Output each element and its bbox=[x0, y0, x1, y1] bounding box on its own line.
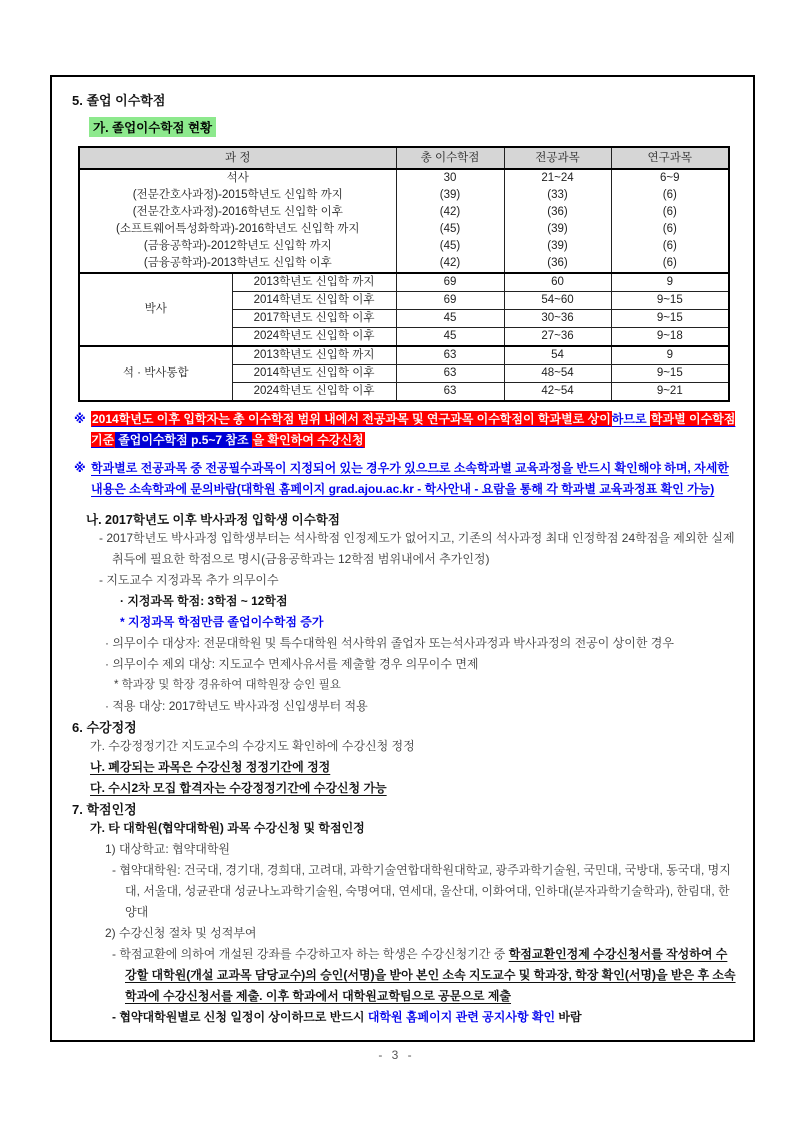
table-row bbox=[79, 221, 729, 238]
col-header-research-courses: 연구과목 bbox=[611, 147, 729, 169]
cell-total: (42) bbox=[396, 204, 504, 221]
cell-total: 63 bbox=[396, 365, 504, 383]
cell-major: 30~36 bbox=[504, 310, 611, 328]
body-line: * 지정과목 학점만큼 졸업이수학점 증가 bbox=[120, 615, 324, 629]
graduation-credits-table bbox=[78, 146, 730, 402]
cell-total: (45) bbox=[396, 238, 504, 255]
cell-course: (금융공학과)-2012학년도 신입학 까지 bbox=[79, 238, 396, 255]
cell-major: (39) bbox=[504, 221, 611, 238]
reference-mark-icon: ※ bbox=[74, 412, 86, 426]
cell-research: 9~15 bbox=[611, 292, 729, 310]
cell-course: 2014학년도 신입학 이후 bbox=[232, 365, 396, 383]
cell-course: 2024학년도 신입학 이후 bbox=[232, 328, 396, 347]
plain-bold-text: - 협약대학원별로 신청 일정이 상이하므로 반드시 bbox=[112, 1010, 368, 1024]
cell-major: 54 bbox=[504, 346, 611, 365]
cell-research: (6) bbox=[611, 187, 729, 204]
cell-course: 2017학년도 신입학 이후 bbox=[232, 310, 396, 328]
cell-total: 30 bbox=[396, 169, 504, 187]
body-line: · 의무이수 대상자: 전문대학원 및 특수대학원 석사학위 졸업자 또는석사과정과 박사과정의 전공이 상이한 경우 bbox=[105, 636, 674, 650]
table-row bbox=[79, 238, 729, 255]
cell-research: (6) bbox=[611, 221, 729, 238]
cell-total: 63 bbox=[396, 346, 504, 365]
cell-total: 69 bbox=[396, 292, 504, 310]
blue-box-reference: 졸업이수학점 p.5~7 참조 bbox=[115, 432, 251, 448]
body-line: 1) 대상학교: 협약대학원 bbox=[105, 842, 231, 856]
table-row bbox=[79, 204, 729, 221]
section7-title: 7. 학점인정 bbox=[72, 802, 137, 817]
col-header-major-courses: 전공과목 bbox=[504, 147, 611, 169]
body-line: - 2017학년도 박사과정 입학생부터는 석사학점 인정제도가 없어지고, 기존의 석사과정 최대 인정학점 24학점을 제외한 실제 취득에 필요한 학점으로 명시(금융공학과는 12학점 범위내에서 추가인정) bbox=[99, 531, 735, 566]
col-header-total-credits: 총 이수학점 bbox=[396, 147, 504, 169]
plain-bold-text: 바람 bbox=[555, 1010, 582, 1024]
cell-course: 2014학년도 신입학 이후 bbox=[232, 292, 396, 310]
plain-blue-text: 하므로 bbox=[611, 412, 650, 426]
cell-research: (6) bbox=[611, 204, 729, 221]
cell-major: 21~24 bbox=[504, 169, 611, 187]
cell-research: 9~21 bbox=[611, 383, 729, 402]
partner-universities-list: - 협약대학원: 건국대, 경기대, 경희대, 고려대, 과학기술연합대학원대학교, 광주과학기술원, 국민대, 국방대, 동국대, 명지대, 서울대, 성균관대 성균나노과학기술원, 숙명여대, 연세대, 울산대, 이화여대, 인하대(분자과학기술학과), 한림대, 한양대 bbox=[112, 863, 731, 919]
page-border-frame bbox=[50, 75, 755, 1042]
note-required-courses bbox=[74, 458, 737, 500]
cell-research: 9~15 bbox=[611, 310, 729, 328]
table-header-row bbox=[79, 147, 729, 169]
cell-research: 9~18 bbox=[611, 328, 729, 347]
table-row bbox=[79, 187, 729, 204]
section5a-heading: 가. 졸업이수학점 현황 bbox=[89, 117, 216, 137]
cell-major: (33) bbox=[504, 187, 611, 204]
cell-course: 석사 bbox=[79, 169, 396, 187]
section6-item-b: 나. 폐강되는 과목은 수강신청 정정기간에 정정 bbox=[90, 760, 331, 774]
body-line: 2) 수강신청 절차 및 성적부여 bbox=[105, 926, 257, 940]
cell-major: 48~54 bbox=[504, 365, 611, 383]
cell-course: (소프트웨어특성화학과)-2016학년도 신입학 까지 bbox=[79, 221, 396, 238]
cell-research: 9~15 bbox=[611, 365, 729, 383]
schedule-notice-line bbox=[112, 1007, 737, 1028]
cell-research: (6) bbox=[611, 238, 729, 255]
body-line: · 지정과목 학점: 3학점 ~ 12학점 bbox=[120, 594, 288, 608]
body-line: · 적용 대상: 2017학년도 박사과정 신입생부터 적용 bbox=[105, 699, 368, 713]
body-line: · 의무이수 제외 대상: 지도교수 면제사유서를 제출할 경우 의무이수 면제 bbox=[105, 657, 479, 671]
plain-text: - 학점교환에 의하여 개설된 강좌를 수강하고자 하는 학생은 수강신청기간 중 bbox=[112, 947, 509, 961]
section5-title: 5. 졸업 이수학점 bbox=[72, 93, 166, 108]
cell-major: 54~60 bbox=[504, 292, 611, 310]
section7a-heading: 가. 타 대학원(협약대학원) 과목 수강신청 및 학점인정 bbox=[90, 821, 365, 835]
table-row bbox=[79, 169, 729, 187]
red-highlight-text: 을 확인하여 수강신청 bbox=[252, 433, 364, 447]
section6-item-c: 다. 수시2차 모집 합격자는 수강정정기간에 수강신청 가능 bbox=[90, 781, 387, 795]
table-row bbox=[79, 273, 729, 292]
bold-underline-text: 학점교환인정제 수강신청서를 작성하여 수강할 대학원(개설 교과목 담당교수)의 승인(서명)을 받아 본인 소속 지도교수 및 학과장, 학장 확인(서명)을 받은 후 소속 학과에 수강신청서를 제출. 이후 학과에서 대학원교학팀으로 공문으로 제출 bbox=[125, 947, 736, 1003]
cell-research: (6) bbox=[611, 255, 729, 273]
cell-major: (36) bbox=[504, 255, 611, 273]
cell-course: 2013학년도 신입학 까지 bbox=[232, 346, 396, 365]
cell-major: (36) bbox=[504, 204, 611, 221]
cell-total: 45 bbox=[396, 328, 504, 347]
red-highlight-text: 학과별 이수학점기준 bbox=[91, 412, 736, 447]
page-number: - 3 - bbox=[378, 1048, 415, 1062]
cell-total: (39) bbox=[396, 187, 504, 204]
cell-major: 60 bbox=[504, 273, 611, 292]
body-line: * 학과장 및 학장 경유하여 대학원장 승인 필요 bbox=[114, 679, 341, 691]
group-label-combined: 석 · 박사통합 bbox=[79, 346, 232, 401]
col-header-course: 과 정 bbox=[79, 147, 396, 169]
section5b-heading: 나. 2017학년도 이후 박사과정 입학생 이수학점 bbox=[86, 513, 340, 527]
reference-mark-icon: ※ bbox=[74, 461, 86, 475]
group-label-doctoral: 박사 bbox=[79, 273, 232, 346]
cell-total: (42) bbox=[396, 255, 504, 273]
cell-major: 42~54 bbox=[504, 383, 611, 402]
credit-exchange-procedure bbox=[112, 944, 737, 1007]
cell-research: 6~9 bbox=[611, 169, 729, 187]
red-highlight-text: 2014학년도 이후 입학자는 총 이수학점 범위 내에서 전공과목 및 연구과목 이수학점이 학과별로 상이 bbox=[92, 412, 611, 426]
note-credit-range-warning bbox=[74, 409, 737, 451]
cell-total: (45) bbox=[396, 221, 504, 238]
body-line: - 지도교수 지정과목 추가 의무이수 bbox=[99, 573, 279, 587]
table-row bbox=[79, 346, 729, 365]
cell-total: 63 bbox=[396, 383, 504, 402]
blue-notice-text: 대학원 홈페이지 관련 공지사항 확인 bbox=[367, 1010, 556, 1024]
cell-course: (전문간호사과정)-2016학년도 신입학 이후 bbox=[79, 204, 396, 221]
cell-total: 69 bbox=[396, 273, 504, 292]
cell-course: 2013학년도 신입학 까지 bbox=[232, 273, 396, 292]
cell-course: (금융공학과)-2013학년도 신입학 이후 bbox=[79, 255, 396, 273]
note-text: 학과별로 전공과목 중 전공필수과목이 지정되어 있는 경우가 있으므로 소속학과별 교육과정을 반드시 확인해야 하며, 자세한 내용은 소속학과에 문의바람(대학원 홈페이지 grad.ajou.ac.kr - 학사안내 - 요람을 통해 각 학과별 교육과정표 확인 가능) bbox=[91, 461, 729, 496]
cell-research: 9 bbox=[611, 346, 729, 365]
cell-major: (39) bbox=[504, 238, 611, 255]
section6-item-a: 가. 수강정정기간 지도교수의 수강지도 확인하에 수강신청 정정 bbox=[90, 739, 415, 753]
section6-title: 6. 수강정정 bbox=[72, 720, 137, 735]
cell-course: (전문간호사과정)-2015학년도 신입학 까지 bbox=[79, 187, 396, 204]
cell-research: 9 bbox=[611, 273, 729, 292]
table-row bbox=[79, 255, 729, 273]
cell-total: 45 bbox=[396, 310, 504, 328]
cell-course: 2024학년도 신입학 이후 bbox=[232, 383, 396, 402]
cell-major: 27~36 bbox=[504, 328, 611, 347]
note-text bbox=[91, 411, 735, 448]
